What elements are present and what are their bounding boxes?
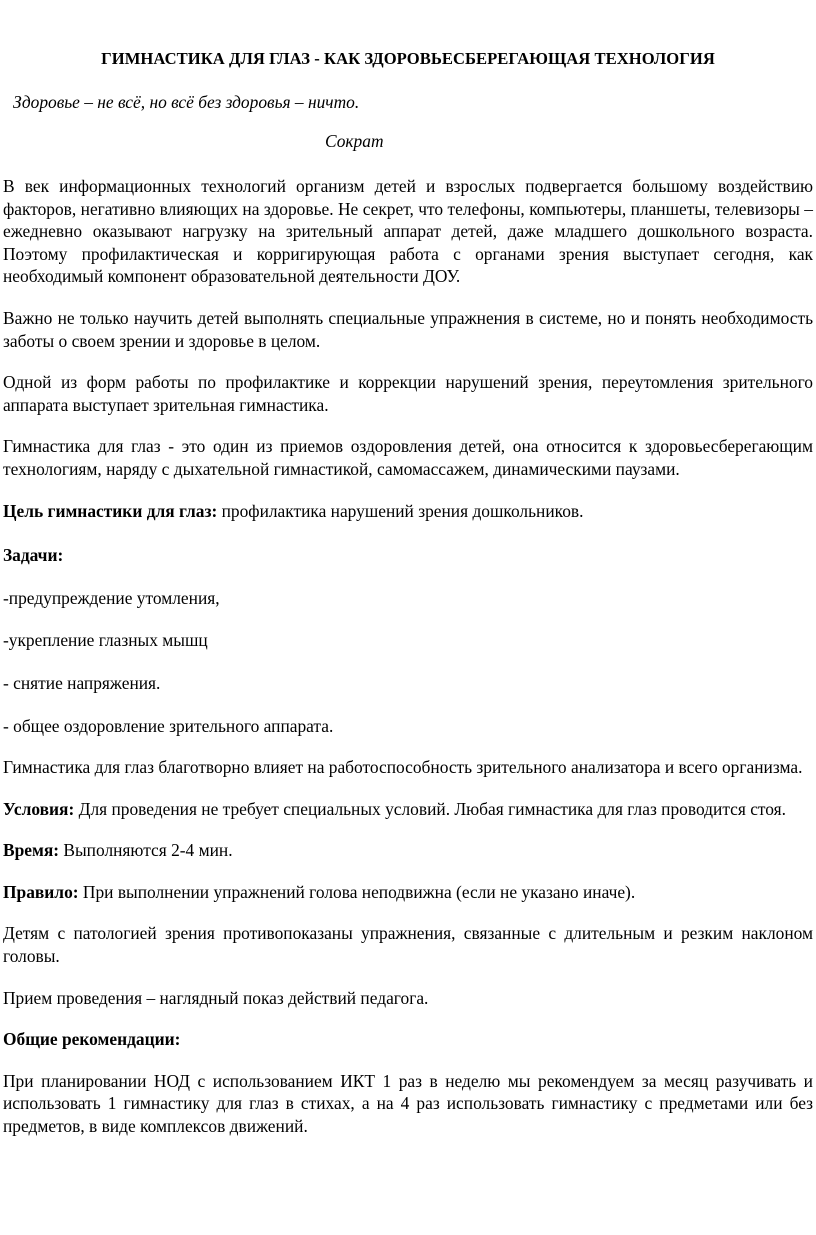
goal-text: профилактика нарушений зрения дошкольников. bbox=[217, 500, 584, 521]
epigraph-quote: Здоровье – не всё, но всё без здоровья – ничто. bbox=[13, 92, 360, 112]
recommendations-label: Общие рекомендации: bbox=[3, 1029, 181, 1050]
epigraph-author: Сократ bbox=[325, 131, 384, 151]
gymnastics-definition-paragraph: Гимнастика для глаз - это один из приемов оздоровления детей, она относится к здоровьесберегающим технологиям, наряду с дыхательной гимнастикой, самомассажем, динамическими паузами. bbox=[3, 436, 813, 479]
task-item: - снятие напряжения. bbox=[3, 672, 161, 693]
document-title: ГИМНАСТИКА ДЛЯ ГЛАЗ - КАК ЗДОРОВЬЕСБЕРЕГАЮЩАЯ ТЕХНОЛОГИЯ bbox=[101, 49, 715, 68]
rule-paragraph bbox=[3, 881, 813, 904]
goal-paragraph bbox=[3, 500, 813, 523]
conditions-text: Для проведения не требует специальных условий. Любая гимнастика для глаз проводится стоя. bbox=[74, 798, 786, 819]
task-item: -предупреждение утомления, bbox=[3, 587, 220, 608]
tasks-label: Задачи: bbox=[3, 545, 64, 566]
work-form-paragraph: Одной из форм работы по профилактике и коррекции нарушений зрения, переутомления зрительного аппарата выступает зрительная гимнастика. bbox=[3, 372, 813, 415]
benefit-paragraph: Гимнастика для глаз благотворно влияет на работоспособность зрительного анализатора и всего организма. bbox=[3, 757, 803, 778]
task-item: - общее оздоровление зрительного аппарата. bbox=[3, 715, 334, 736]
document-content bbox=[3, 48, 813, 1138]
conditions-label: Условия: bbox=[3, 798, 75, 819]
conditions-paragraph bbox=[3, 798, 813, 821]
recommendations-paragraph: При планировании НОД с использованием ИКТ 1 раз в неделю мы рекомендуем за месяц разучивать и использовать 1 гимнастику для глаз в стихах, а на 4 раз использовать гимнастику с предметами или без предметов, в виде комплексов движений. bbox=[3, 1070, 813, 1137]
importance-paragraph: Важно не только научить детей выполнять специальные упражнения в системе, но и понять необходимость заботы о своем зрении и здоровье в целом. bbox=[3, 307, 813, 351]
time-paragraph bbox=[3, 839, 813, 862]
time-text: Выполняются 2-4 мин. bbox=[59, 840, 233, 861]
time-label: Время: bbox=[3, 840, 60, 861]
tasks-heading bbox=[3, 544, 813, 567]
rule-label: Правило: bbox=[3, 881, 79, 902]
intro-paragraph: В век информационных технологий организм детей и взрослых подвергается большому воздействию факторов, негативно влияющих на здоровье. Не секрет, что телефоны, компьютеры, планшеты, телевизоры – ежедневно оказывают нагрузку на зрительный аппарат детей, даже младшего дошкольного возраста. Поэтому профилактическая и корригирующая работа с органами зрения выступает сегодня, как необходимый компонент образовательной деятельности ДОУ. bbox=[3, 176, 813, 287]
method-paragraph: Прием проведения – наглядный показ действий педагога. bbox=[3, 987, 429, 1008]
recommendations-heading bbox=[3, 1028, 813, 1051]
goal-label: Цель гимнастики для глаз: bbox=[3, 500, 218, 521]
rule-text: При выполнении упражнений голова неподвижна (если не указано иначе). bbox=[78, 881, 636, 902]
contraindications-paragraph: Детям с патологией зрения противопоказаны упражнения, связанные с длительным и резким наклоном головы. bbox=[3, 923, 813, 967]
task-item: -укрепление глазных мышц bbox=[3, 630, 208, 651]
